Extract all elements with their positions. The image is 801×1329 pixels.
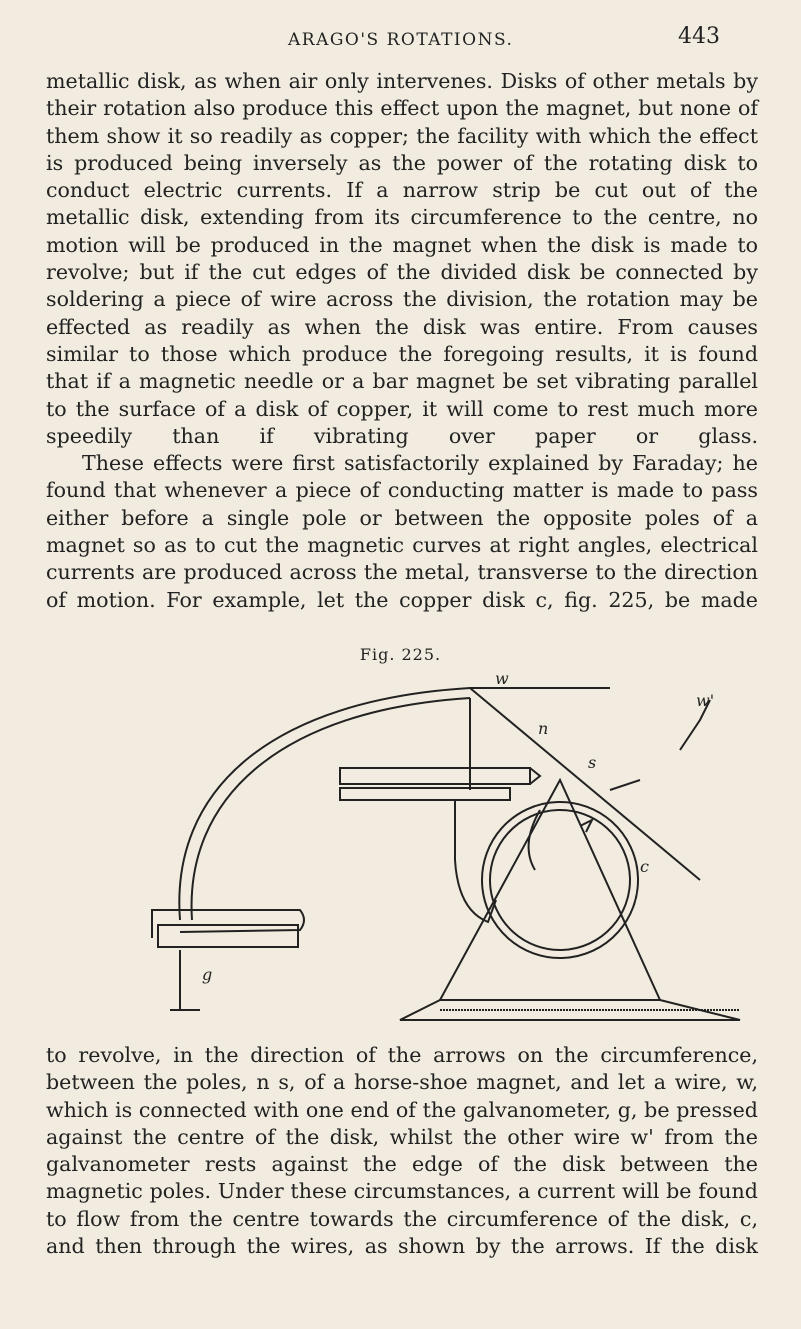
figure-caption: Fig. 225.	[359, 645, 442, 664]
page-number: 443	[678, 24, 720, 49]
body-text-bottom	[46, 1042, 758, 1260]
figure-225	[140, 670, 750, 1030]
magnet-top-bar	[340, 768, 530, 784]
label-w: w	[495, 670, 509, 688]
label-g: g	[202, 965, 213, 984]
paragraph-3: to revolve, in the direction of the arrows on the circumference, between the poles, n s, of a horse-shoe magnet, and let a wire, w, which is connected with one end of the galvanometer, g, be pressed against the centre of the disk, whilst the other wire w' from the galvanometer rests against the edge of the disk between the magnetic poles. Under these circumstances, a current will be found to flow from the centre towards the circumference of the disk, c, and then through the wires, as shown by the arrows. If the disk	[46, 1043, 758, 1259]
page-header	[0, 22, 801, 56]
paragraph-2: These effects were first satisfactorily explained by Faraday; he found that whenever a piece of conducting matter is made to pass either before a single pole or between the opposite poles of a magnet so as to cut the magnetic curves at right angles, electrical currents are produced across the metal, transverse to the direction of motion. For example, let the copper disk c, fig. 225, be made	[46, 451, 758, 612]
label-n: n	[538, 719, 549, 738]
label-w-prime: w'	[696, 691, 715, 710]
apparatus-illustration	[140, 670, 750, 1030]
label-s: s	[588, 753, 597, 772]
running-head: ARAGO'S ROTATIONS.	[288, 30, 514, 50]
paragraph-1: metallic disk, as when air only intervenes. Disks of other metals by their rotation also produce this effect upon the magnet, but none of them show it so readily as copper; the facility with which the effect is produced being inversely as the power of the rotating disk to conduct electric currents. If a narrow strip be cut out of the metallic disk, extending from its circumference to the centre, no motion will be produced in the magnet when the disk is made to revolve; but if the cut edges of the divided disk be connected by soldering a piece of wire across the division, the rotation may be effected as readily as when the disk was entire. From causes similar to those which produce the foregoing results, it is found that if a magnetic needle or a bar magnet be set vibrating parallel to the surface of a disk of copper, it will come to rest much more speedily than if vibrating over paper or glass.	[46, 69, 758, 448]
label-c: c	[640, 857, 649, 876]
body-text-top	[46, 68, 758, 614]
